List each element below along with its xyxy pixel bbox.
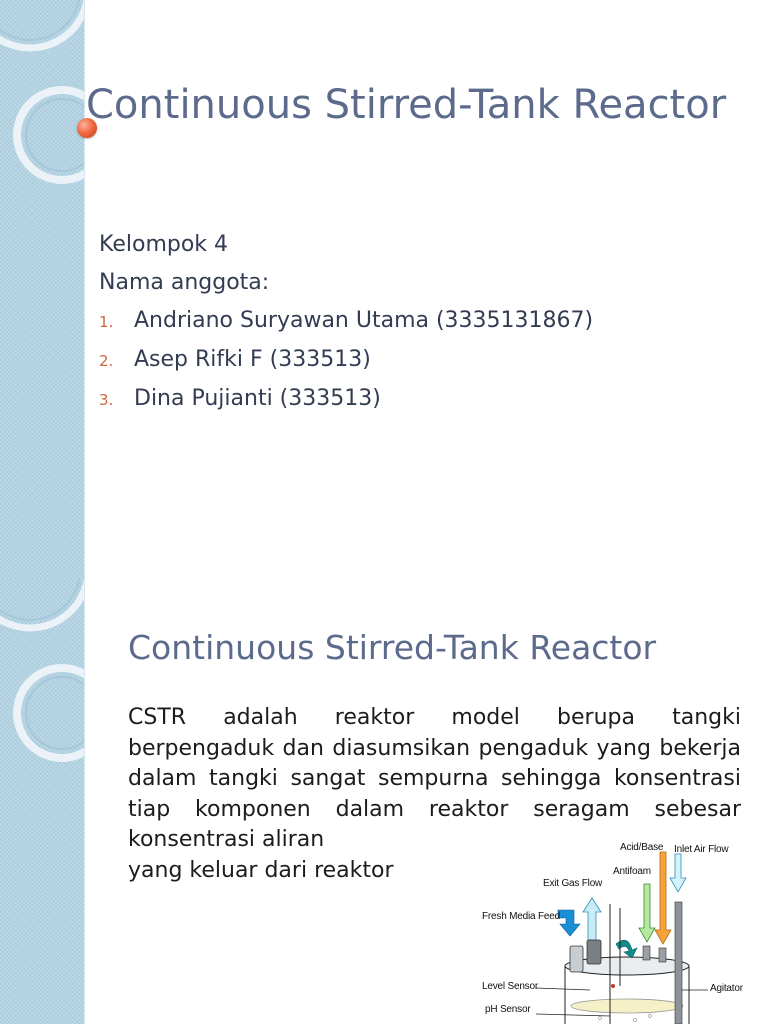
decorative-side-strip [0, 0, 85, 578]
fresh-media-label: Fresh Media Feed [482, 911, 560, 922]
description-last-line: yang keluar dari reaktor [128, 857, 394, 883]
ph-sensor-label: pH Sensor [485, 1004, 531, 1015]
reactor-illustration-icon [470, 836, 768, 1024]
exit-gas-label: Exit Gas Flow [543, 878, 603, 889]
list-item [99, 380, 593, 419]
description-text: CSTR adalah reaktor model berupa tangki berpengaduk dan diasumsikan pengaduk yang bekerja dalam tangki sangat sempurna sehingga konsentrasi tiap komponen dalam reaktor seragam sebesar konsentrasi aliran [128, 705, 741, 852]
list-item [99, 302, 593, 341]
list-number: 2. [99, 352, 114, 370]
decorative-circles-icon [0, 0, 84, 578]
list-item [99, 341, 593, 380]
slide-2-title: Continuous Stirred-Tank Reactor [128, 628, 657, 667]
member-name: Dina Pujianti (333513) [134, 386, 381, 411]
antifoam-label: Antifoam [613, 866, 651, 877]
slide-1-title: Continuous Stirred-Tank Reactor [86, 82, 727, 128]
agitator-label: Agitator [710, 983, 743, 994]
member-list [99, 226, 593, 419]
list-number: 1. [99, 313, 114, 331]
member-name: Asep Rifki F (333513) [134, 347, 371, 372]
list-number: 3. [99, 391, 114, 409]
group-label: Kelompok 4 [99, 232, 229, 257]
cstr-diagram [470, 836, 768, 1024]
member-name: Andriano Suryawan Utama (3335131867) [134, 308, 594, 333]
inlet-air-label: Inlet Air Flow [674, 844, 729, 855]
members-label: Nama anggota: [99, 270, 270, 295]
acid-base-label: Acid/Base [620, 842, 664, 853]
decorative-side-strip [0, 578, 85, 1024]
decorative-circles-icon [0, 578, 84, 1024]
level-sensor-label: Level Sensor [482, 981, 538, 992]
